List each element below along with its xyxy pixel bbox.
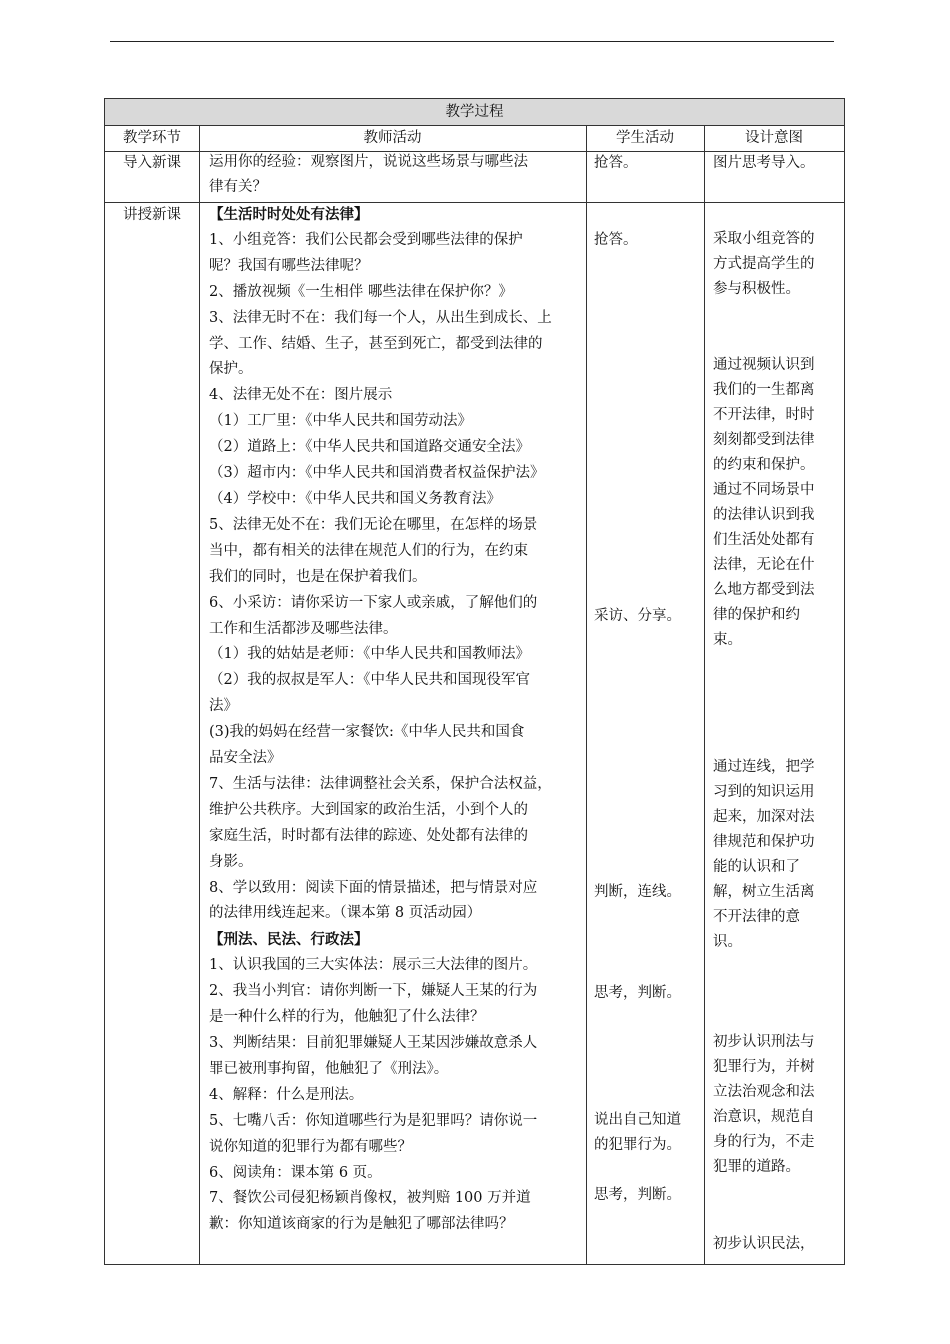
header-teacher: 教师活动 [363,130,422,146]
table-title: 教学过程 [445,104,504,120]
intent-block-4: 初步认识刑法与 犯罪行为，并树 立法治观念和法 治意识，规范自 身的行为，不走 犯罪的道路。 [713,1034,815,1175]
section-title-life-law: 【生活时时处处有法律】 [209,206,369,223]
student-item: 判断，连线。 [594,884,681,900]
header-student: 学生活动 [616,130,674,146]
student-item: 的犯罪行为。 [594,1137,681,1153]
student-item: 抢答。 [594,232,638,248]
student-item: 思考，判断。 [594,985,681,1001]
intent-block-3: 通过连线，把学 习到的知识运用 起来，加深对法 律规范和保护功 能的认识和了 解，树立生活离 不开法律的意 识。 [713,759,815,950]
header-stage: 教学环节 [123,130,181,146]
header-rule [110,41,834,42]
intent-block-2: 通过视频认识到 我们的一生都离 不开法律，时时 刻刻都受到法律 的约束和保护。 通过不同场景中 的法律认识到我 们生活处处都有 法律，无论在什 么地方都受到法 律的保护和约 束。 [713,357,815,648]
column-divider [199,125,200,1264]
stage-new-lesson: 讲授新课 [123,207,181,223]
student-item: 采访、分享。 [594,608,681,624]
intent-block-1: 采取小组竞答的 方式提高学生的 参与积极性。 [713,231,815,297]
header-intent: 设计意图 [745,130,803,146]
student-intro: 抢答。 [594,155,638,171]
student-item: 说出自己知道 [594,1112,681,1128]
stage-intro: 导入新课 [123,155,181,171]
intent-intro: 图片思考导入。 [713,155,815,171]
teacher-new-lesson: 【生活时时处处有法律】 1、小组竞答：我们公民都会受到哪些法律的保护 呢？我国有哪些法律呢？ 2、播放视频《一生相伴 哪些法律在保护你？》 3、法律无时不在：我们每一个人，从出生到成长、上 学、工作、结婚、生子，甚至到死亡，都受到法律的 保护。 4、法律无处不在：图片展示 （1）工厂里：《中华人民共和国劳动法》 （2）道路上：《中华人民共和国道路交通安全法》 （3）超市内：《中华人民共和国消费者权益保护法》 （4）学校中：《中华人民共和国义务教育法》 5、法律无处不在：我们无论在哪里，在怎样的场景 当中，都有相关的法律在规范人们的行为，在约束 我们的同时，也是在保护着我们。 6、小采访：请你采访一下家人或亲戚，了解他们的 工作和生活都涉及哪些法律。 （1）我的姑姑是老师：《中华人民共和国教师法》 （2）我的叔叔是军人：《中华人民共和国现役军官 法》 (3)我的妈妈在经营一家餐饮:《中华人民共和国食 品安全法》 7、生活与法律：法律调整社会关系，保护合法权益， 维护公共秩序。大到国家的政治生活，小到个人的 家庭生活，时时都有法律的踪迹、处处都有法律的 身影。 8、学以致用：阅读下面的情景描述，把与情景对应 的法律用线连起来。（课本第 8 页活动园） 【刑法、民法、行政法】 1、认识我国的三大实体法：展示三大法律的图片。 2、我当小判官：请你判断一下，嫌疑人王某的行为 是一种什么样的行为，他触犯了什么法律？ 3、判断结果：目前犯罪嫌疑人王某因涉嫌故意杀人 罪已被刑事拘留，他触犯了《刑法》。 4、解释：什么是刑法。 5、七嘴八舌：你知道哪些行为是犯罪吗？请你说一 说你知道的犯罪行为都有哪些？ 6、阅读角：课本第 6 页。 7、餐饮公司侵犯杨颖肖像权，被判赔 100 万并道 歉：你知道该商家的行为是触犯了哪部法律吗？ [209,202,581,1238]
student-item: 思考，判断。 [594,1187,681,1203]
column-divider [586,125,587,1264]
section-title-three-laws: 【刑法、民法、行政法】 [209,931,369,949]
column-divider [704,125,705,1264]
teacher-intro: 运用你的经验：观察图片，说说这些场景与哪些法 律有关？ [209,154,528,195]
intent-block-5: 初步认识民法， [713,1236,815,1252]
